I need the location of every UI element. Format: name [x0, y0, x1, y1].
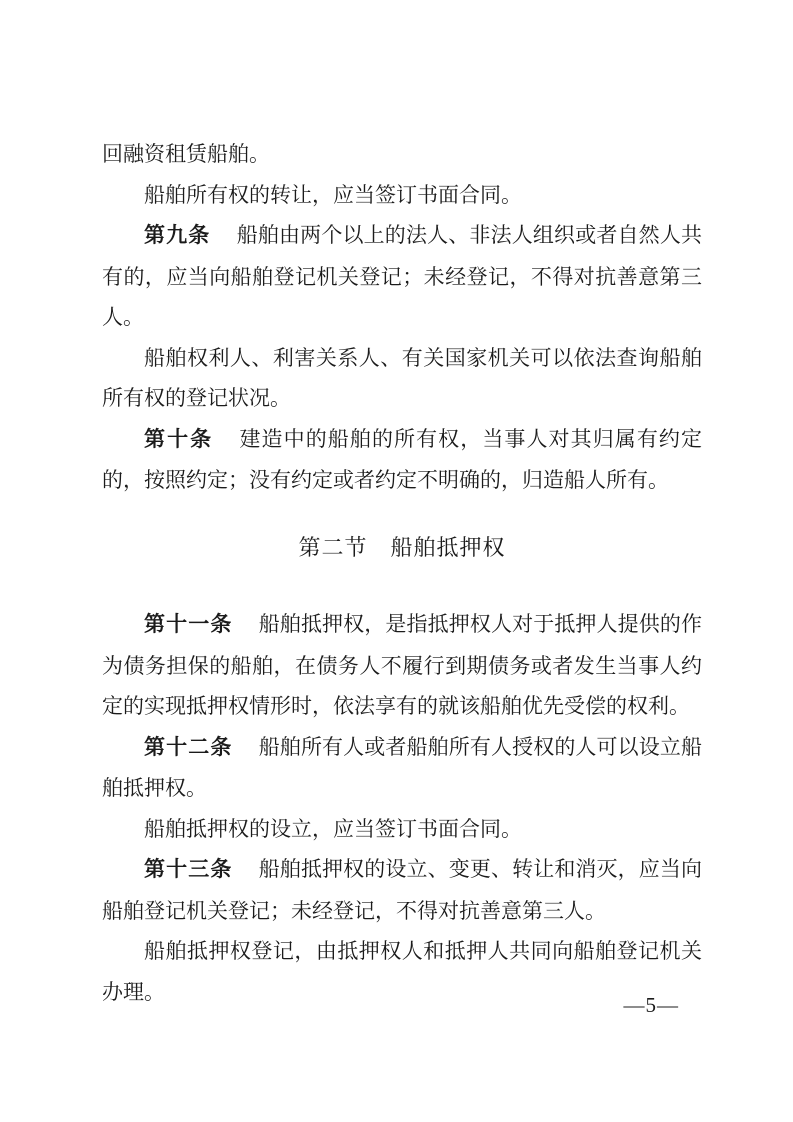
- paragraph: 船舶所有权的转让，应当签订书面合同。: [144, 182, 522, 207]
- paragraph: 第十三条 船舶抵押权的设立、变更、转让和消灭，应当向船舶登记机关登记；未经登记，不得对抗善意第三人。: [102, 857, 703, 923]
- article-number: 第九条: [144, 224, 211, 247]
- article-number: 第十一条: [144, 613, 233, 636]
- paragraph: 船舶抵押权登记，由抵押权人和抵押人共同向船舶登记机关办理。: [102, 939, 702, 1004]
- paragraph: 船舶权利人、利害关系人、有关国家机关可以依法查询船舶所有权的登记状况。: [102, 345, 702, 410]
- paragraph: 第十二条 船舶所有人或者船舶所有人授权的人可以设立船舶抵押权。: [102, 734, 703, 800]
- article-number: 第十二条: [144, 735, 233, 759]
- section-heading: 第二节 船舶抵押权: [298, 534, 506, 560]
- document-body: [102, 134, 702, 1012]
- page-number: —5—: [623, 993, 679, 1017]
- paragraph: 第十条 建造中的船舶的所有权，当事人对其归属有约定的，按照约定；没有约定或者约定不明确的，归造船人所有。: [102, 426, 703, 492]
- article-number: 第十三条: [144, 858, 233, 881]
- paragraph: 回融资租赁船舶。: [102, 142, 270, 166]
- paragraph: 船舶抵押权的设立，应当签订书面合同。: [144, 816, 522, 841]
- paragraph: 第九条 船舶由两个以上的法人、非法人组织或者自然人共有的，应当向船舶登记机关登记；未经登记，不得对抗善意第三人。: [102, 223, 702, 329]
- article-number: 第十条: [144, 427, 214, 451]
- paragraph: 第十一条 船舶抵押权，是指抵押权人对于抵押人提供的作为债务担保的船舶，在债务人不履行到期债务或者发生当事人约定的实现抵押权情形时，依法享有的就该船舶优先受偿的权利。: [102, 612, 703, 718]
